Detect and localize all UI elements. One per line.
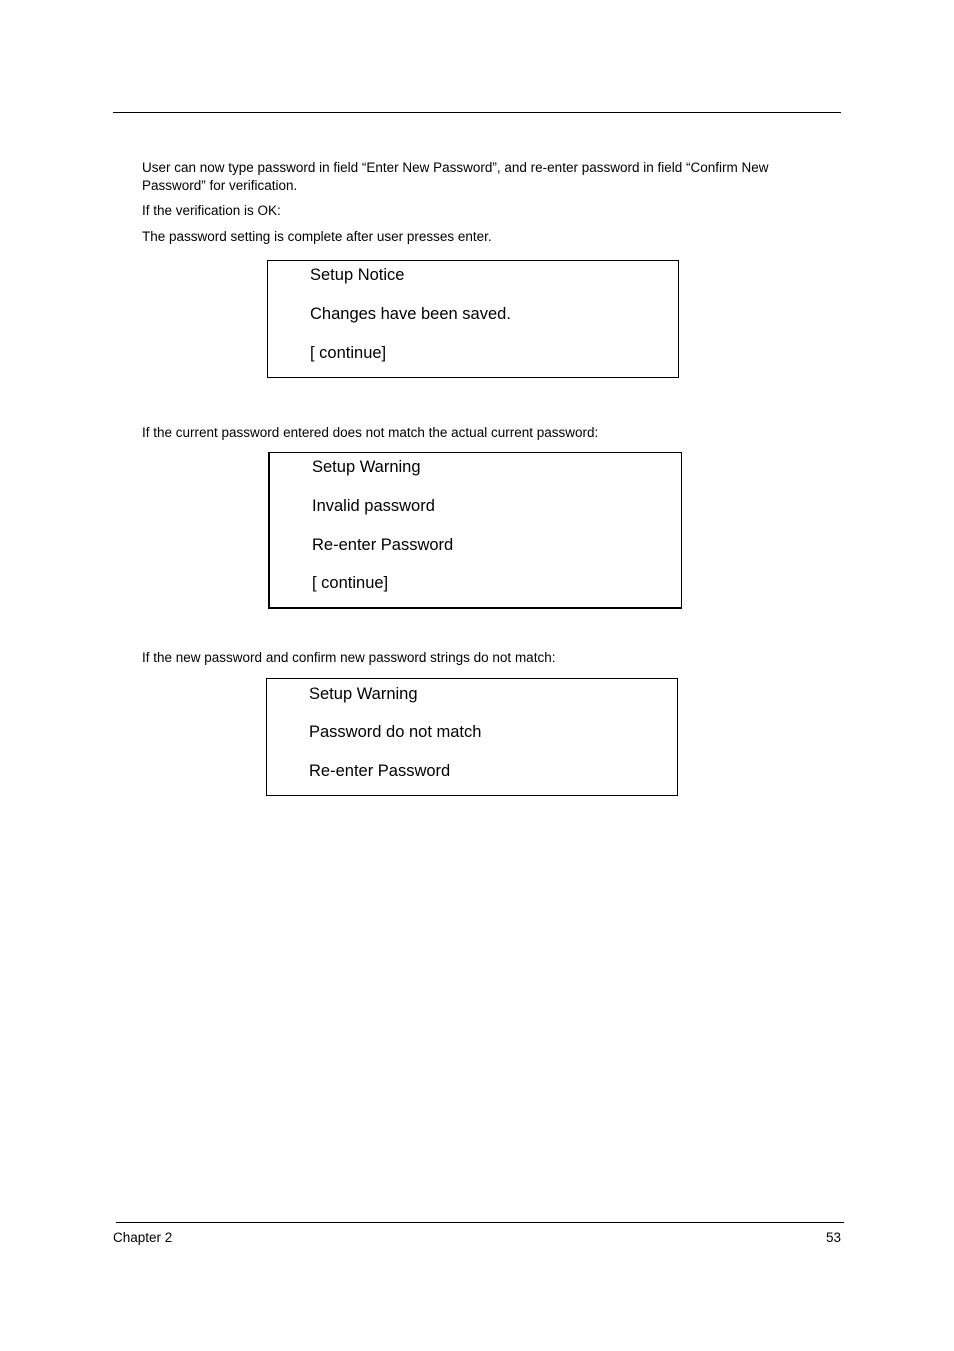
- dialog-instruction: Re-enter Password: [312, 536, 454, 554]
- dialog-message: Changes have been saved.: [310, 305, 511, 323]
- current-mismatch-paragraph: If the current password entered does not match the actual current password:: [142, 425, 599, 440]
- dialog-instruction: Re-enter Password: [309, 762, 451, 780]
- verification-ok-paragraph: If the verification is OK:: [142, 203, 281, 218]
- password-mismatch-dialog: [266, 678, 678, 796]
- footer-page-number: 53: [825, 1230, 841, 1245]
- header-rule: [113, 112, 841, 113]
- dialog-title: Setup Warning: [309, 685, 418, 703]
- intro-paragraph: User can now type password in field “Enter New Password”, and re-enter password in field “Confirm New Password” for verification.: [142, 160, 769, 193]
- dialog-title: Setup Warning: [312, 458, 421, 476]
- invalid-password-dialog: [268, 452, 682, 609]
- continue-option: [ continue]: [312, 574, 389, 592]
- dialog-title: Setup Notice: [310, 266, 405, 284]
- footer-chapter: Chapter 2: [113, 1230, 173, 1245]
- footer-rule: [116, 1222, 844, 1223]
- dialog-message: Invalid password: [312, 497, 435, 515]
- dialog-message: Password do not match: [309, 723, 482, 741]
- new-mismatch-paragraph: If the new password and confirm new password strings do not match:: [142, 650, 556, 665]
- complete-paragraph: The password setting is complete after user presses enter.: [142, 229, 492, 244]
- setup-notice-dialog: [267, 260, 679, 378]
- continue-option: [ continue]: [310, 344, 387, 362]
